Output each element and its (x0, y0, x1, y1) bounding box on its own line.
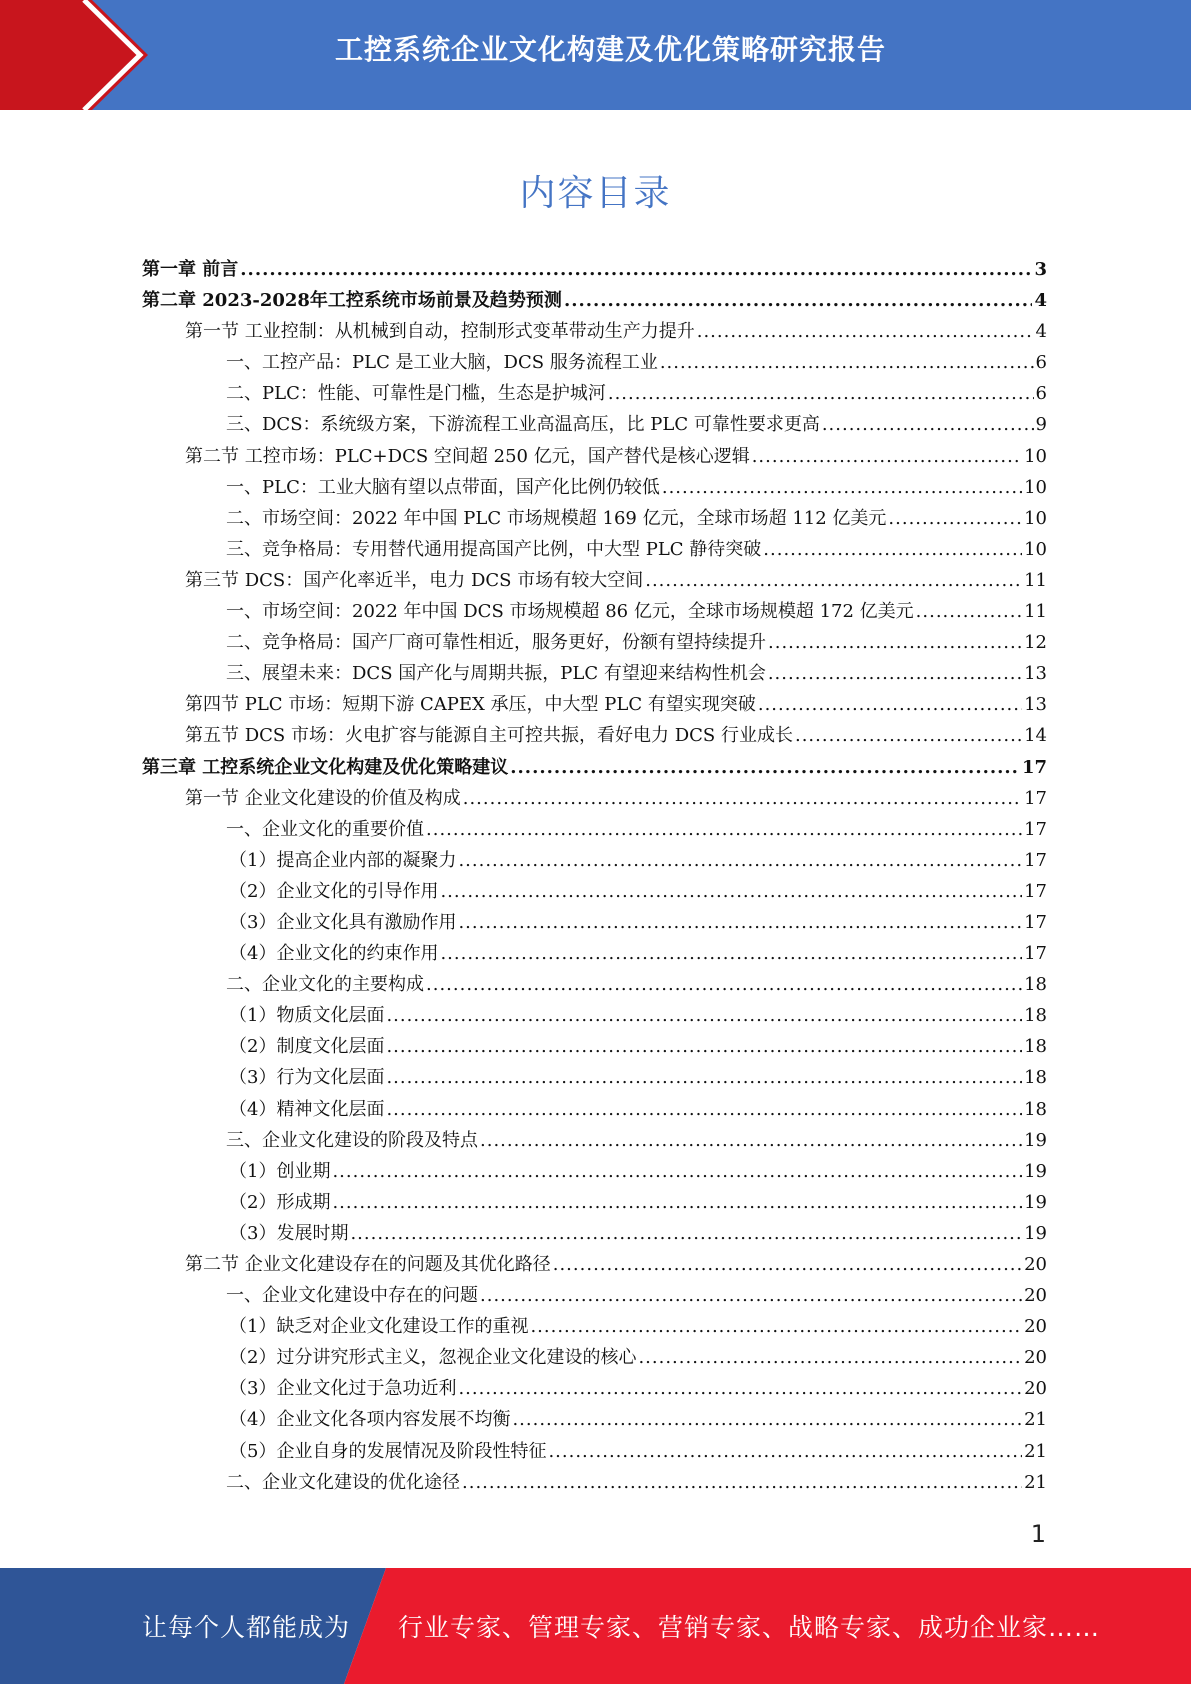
toc-entry-title: 二、PLC：性能、可靠性是门槛，生态是护城河 (226, 383, 606, 405)
table-of-contents (142, 254, 1047, 1498)
toc-entry-page: 19 (1024, 1222, 1047, 1244)
toc-entry-page: 18 (1024, 1005, 1047, 1027)
dot-leader (426, 814, 1022, 845)
toc-entry-title: （1）创业期 (229, 1160, 331, 1182)
toc-entry-title: 第一节 企业文化建设的价值及构成 (185, 787, 461, 809)
dot-leader (386, 1094, 1022, 1125)
toc-entry-title: （2）制度文化层面 (229, 1036, 385, 1058)
toc-entry-page: 11 (1024, 569, 1047, 591)
toc-entry[interactable] (142, 969, 1047, 1000)
toc-entry-title: 一、企业文化建设中存在的问题 (226, 1285, 478, 1307)
toc-entry-page: 20 (1024, 1254, 1047, 1275)
toc-entry-title: 第二节 企业文化建设存在的问题及其优化路径 (185, 1254, 551, 1275)
dot-leader (386, 1062, 1022, 1093)
toc-entry-page: 17 (1021, 756, 1047, 778)
dot-leader (480, 1280, 1022, 1311)
dot-leader (530, 1311, 1022, 1342)
toc-entry-page: 21 (1024, 1409, 1047, 1431)
toc-entry[interactable] (142, 1187, 1047, 1218)
toc-entry-page: 18 (1024, 1098, 1047, 1120)
toc-entry[interactable] (142, 1218, 1047, 1249)
dot-leader (697, 316, 1034, 347)
toc-entry-page: 19 (1024, 1160, 1047, 1182)
toc-entry-page: 6 (1035, 352, 1047, 374)
toc-entry-page: 4 (1034, 290, 1047, 312)
toc-entry-page: 20 (1024, 1378, 1047, 1400)
toc-entry-page: 19 (1024, 1129, 1047, 1151)
dot-leader (660, 347, 1034, 378)
toc-entry-page: 20 (1024, 1347, 1047, 1369)
dot-leader (638, 1342, 1022, 1373)
toc-entry-title: （1）提高企业内部的凝聚力 (229, 849, 457, 871)
toc-entry[interactable] (142, 1280, 1047, 1311)
toc-entry-page: 18 (1024, 974, 1047, 996)
toc-entry[interactable] (142, 285, 1047, 316)
toc-entry-title: 第五节 DCS 市场：火电扩容与能源自主可控共振，看好电力 DCS 行业成长 (185, 725, 793, 747)
dot-leader (822, 409, 1034, 440)
toc-entry-title: 二、企业文化建设的优化途径 (226, 1471, 460, 1493)
toc-entry-title: 三、企业文化建设的阶段及特点 (226, 1129, 478, 1151)
toc-entry[interactable] (142, 472, 1047, 503)
dot-leader (564, 285, 1033, 316)
toc-entry-title: （2）形成期 (229, 1191, 331, 1213)
dot-leader (332, 1187, 1022, 1218)
toc-entry[interactable] (142, 627, 1047, 658)
toc-entry-title: （3）行为文化层面 (229, 1067, 385, 1089)
toc-entry[interactable] (142, 938, 1047, 969)
dot-leader (608, 378, 1034, 409)
toc-entry-page: 17 (1024, 787, 1047, 809)
toc-entry-title: 第二节 工控市场：PLC+DCS 空间超 250 亿元，国产替代是核心逻辑 (185, 445, 750, 467)
dot-leader (510, 752, 1020, 783)
toc-entry[interactable] (142, 783, 1047, 814)
toc-entry-page: 19 (1024, 1191, 1047, 1213)
toc-entry[interactable] (142, 409, 1047, 440)
toc-entry[interactable] (142, 814, 1047, 845)
toc-entry[interactable] (142, 876, 1047, 907)
toc-entry-page: 17 (1024, 911, 1047, 933)
toc-entry-page: 10 (1024, 445, 1047, 467)
toc-heading: 内容目录 (519, 173, 672, 214)
toc-entry[interactable] (142, 1311, 1047, 1342)
toc-entry[interactable] (142, 720, 1047, 751)
toc-entry-page: 13 (1024, 694, 1047, 716)
toc-entry[interactable] (142, 1373, 1047, 1404)
dot-leader (645, 565, 1022, 596)
toc-entry[interactable] (142, 316, 1047, 347)
dot-leader (386, 1000, 1022, 1031)
toc-entry-page: 6 (1035, 383, 1047, 405)
dot-leader (458, 907, 1022, 938)
toc-entry[interactable] (142, 565, 1047, 596)
toc-entry[interactable] (142, 1125, 1047, 1156)
toc-entry-page: 20 (1024, 1316, 1047, 1338)
toc-entry[interactable] (142, 689, 1047, 720)
toc-entry[interactable] (142, 534, 1047, 565)
toc-entry[interactable] (142, 752, 1047, 783)
page-number: 1 (1030, 1520, 1046, 1548)
toc-entry-page: 9 (1035, 414, 1047, 436)
toc-entry-page: 17 (1024, 849, 1047, 871)
toc-entry-title: 第二章 2023-2028年工控系统市场前景及趋势预测 (142, 290, 562, 312)
dot-leader (463, 783, 1022, 814)
toc-entry-page: 14 (1024, 725, 1047, 747)
toc-entry-title: 第四节 PLC 市场：短期下游 CAPEX 承压，中大型 PLC 有望实现突破 (185, 694, 756, 716)
toc-entry-title: 三、DCS：系统级方案，下游流程工业高温高压，比 PLC 可靠性要求更高 (226, 414, 820, 436)
toc-entry-page: 21 (1024, 1440, 1047, 1462)
toc-entry-page: 13 (1024, 663, 1047, 685)
toc-entry-title: （2）企业文化的引导作用 (229, 880, 439, 902)
dot-leader (240, 254, 1032, 285)
toc-entry[interactable] (142, 658, 1047, 689)
toc-entry-page: 12 (1024, 632, 1047, 654)
toc-entry[interactable] (142, 378, 1047, 409)
toc-entry-title: 第三节 DCS：国产化率近半，电力 DCS 市场有较大空间 (185, 569, 644, 591)
toc-entry-page: 18 (1024, 1036, 1047, 1058)
dot-leader (458, 1373, 1022, 1404)
report-title: 工控系统企业文化构建及优化策略研究报告 (334, 33, 886, 66)
toc-entry[interactable] (142, 1031, 1047, 1062)
toc-entry-page: 17 (1024, 818, 1047, 840)
toc-entry-title: 第一节 工业控制：从机械到自动，控制形式变革带动生产力提升 (185, 321, 695, 343)
toc-entry-page: 18 (1024, 1067, 1047, 1089)
toc-entry-title: （4）企业文化各项内容发展不均衡 (229, 1409, 511, 1431)
toc-entry[interactable] (142, 596, 1047, 627)
toc-entry-title: 二、企业文化的主要构成 (226, 974, 424, 996)
toc-entry-page: 3 (1034, 259, 1047, 280)
toc-entry-title: 第一章 前言 (142, 259, 239, 280)
toc-entry[interactable] (142, 1156, 1047, 1187)
toc-entry-title: 一、工控产品：PLC 是工业大脑，DCS 服务流程工业 (226, 352, 658, 374)
toc-entry[interactable] (142, 1000, 1047, 1031)
dot-leader (768, 627, 1022, 658)
dot-leader (548, 1436, 1022, 1467)
toc-entry-page: 10 (1024, 476, 1047, 498)
dot-leader (888, 503, 1022, 534)
toc-entry[interactable] (142, 845, 1047, 876)
dot-leader (763, 534, 1022, 565)
toc-entry[interactable] (142, 907, 1047, 938)
toc-entry[interactable] (142, 347, 1047, 378)
toc-entry[interactable] (142, 1249, 1047, 1280)
toc-entry-title: 一、PLC：工业大脑有望以点带面，国产化比例仍较低 (226, 476, 660, 498)
header-band (0, 0, 1191, 110)
toc-entry-title: 三、竞争格局：专用替代通用提高国产比例，中大型 PLC 静待突破 (226, 538, 762, 560)
toc-entry-title: （4）企业文化的约束作用 (229, 943, 439, 965)
toc-entry[interactable] (142, 1094, 1047, 1125)
toc-entry[interactable] (142, 1404, 1047, 1435)
toc-entry-title: （3）发展时期 (229, 1222, 349, 1244)
dot-leader (916, 596, 1022, 627)
toc-entry-page: 20 (1024, 1285, 1047, 1307)
toc-entry-title: （1）缺乏对企业文化建设工作的重视 (229, 1316, 529, 1338)
dot-leader (332, 1156, 1022, 1187)
dot-leader (758, 689, 1022, 720)
toc-entry-title: 三、展望未来：DCS 国产化与周期共振，PLC 有望迎来结构性机会 (226, 663, 766, 685)
toc-entry-page: 17 (1024, 943, 1047, 965)
toc-entry-title: （2）过分讲究形式主义，忽视企业文化建设的核心 (229, 1347, 637, 1369)
toc-entry[interactable] (142, 1467, 1047, 1498)
toc-entry[interactable] (142, 1436, 1047, 1467)
toc-entry[interactable] (142, 1342, 1047, 1373)
toc-entry-title: 一、企业文化的重要价值 (226, 818, 424, 840)
dot-leader (480, 1125, 1022, 1156)
toc-entry-page: 4 (1035, 321, 1047, 343)
dot-leader (512, 1404, 1022, 1435)
dot-leader (768, 658, 1022, 689)
dot-leader (440, 938, 1022, 969)
toc-entry-page: 10 (1024, 538, 1047, 560)
toc-entry[interactable] (142, 503, 1047, 534)
footer-band (0, 1568, 1191, 1684)
toc-entry-title: 第三章 工控系统企业文化构建及优化策略建议 (142, 756, 509, 778)
dot-leader (440, 876, 1022, 907)
toc-entry-title: （1）物质文化层面 (229, 1005, 385, 1027)
toc-entry-page: 17 (1024, 880, 1047, 902)
footer-slogan-left: 让每个人都能成为 (142, 1613, 351, 1642)
dot-leader (662, 472, 1022, 503)
toc-entry-title: （3）企业文化具有激励作用 (229, 911, 457, 933)
footer-slogan-right: 行业专家、管理专家、营销专家、战略专家、成功企业家…… (398, 1613, 1101, 1642)
toc-entry-page: 11 (1024, 601, 1047, 623)
toc-entry-title: （4）精神文化层面 (229, 1098, 385, 1120)
toc-entry-page: 21 (1024, 1471, 1047, 1493)
toc-entry[interactable] (142, 1062, 1047, 1093)
dot-leader (458, 845, 1022, 876)
dot-leader (553, 1249, 1022, 1280)
dot-leader (795, 720, 1022, 751)
toc-entry-page: 10 (1024, 507, 1047, 529)
dot-leader (426, 969, 1022, 1000)
dot-leader (350, 1218, 1022, 1249)
toc-entry-title: （5）企业自身的发展情况及阶段性特征 (229, 1440, 547, 1462)
toc-entry-title: 二、市场空间：2022 年中国 PLC 市场规模超 169 亿元，全球市场超 112 亿美元 (226, 507, 887, 529)
toc-entry[interactable] (142, 254, 1047, 285)
dot-leader (386, 1031, 1022, 1062)
dot-leader (462, 1467, 1022, 1498)
toc-entry-title: （3）企业文化过于急功近利 (229, 1378, 457, 1400)
toc-entry[interactable] (142, 441, 1047, 472)
dot-leader (752, 441, 1022, 472)
toc-entry-title: 二、竞争格局：国产厂商可靠性相近，服务更好，份额有望持续提升 (226, 632, 766, 654)
toc-entry-title: 一、市场空间：2022 年中国 DCS 市场规模超 86 亿元，全球市场规模超 172 亿美元 (226, 601, 914, 623)
